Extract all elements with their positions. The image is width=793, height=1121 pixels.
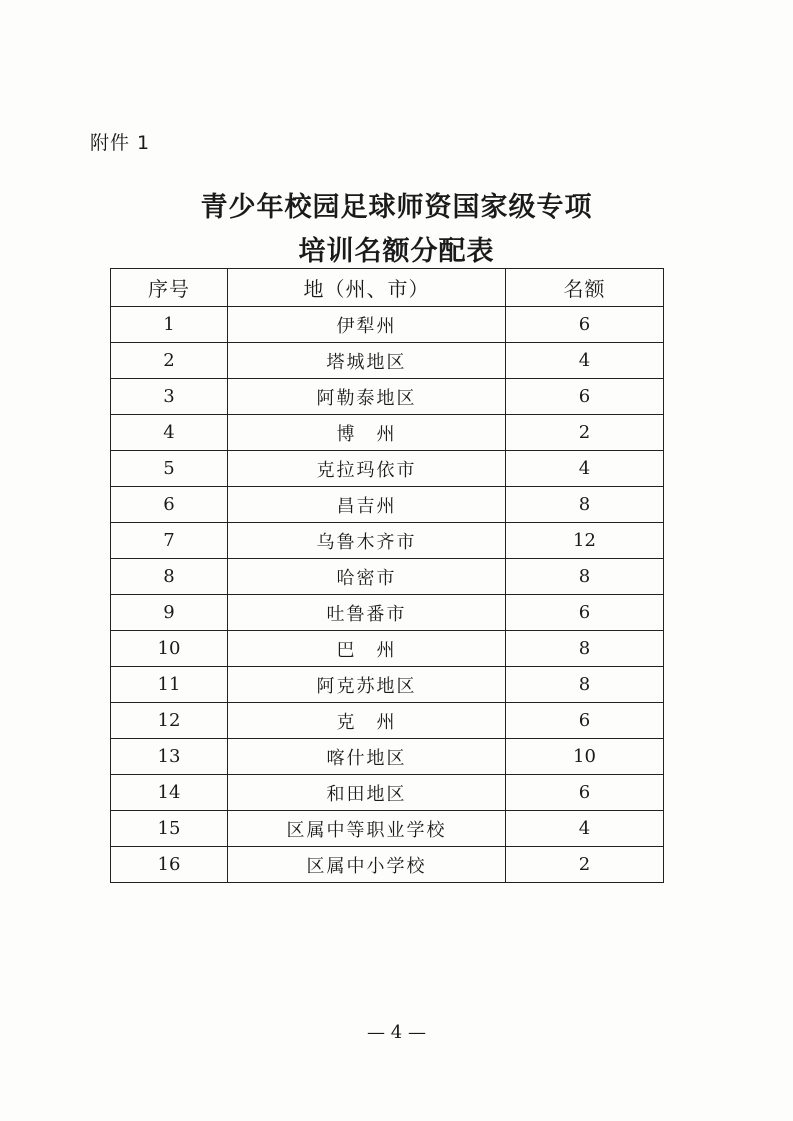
row-number: 7 xyxy=(111,523,228,559)
row-quota: 12 xyxy=(506,523,664,559)
row-quota: 6 xyxy=(506,307,664,343)
header-number: 序号 xyxy=(111,269,228,307)
row-quota: 8 xyxy=(506,667,664,703)
page-number: — 4 — xyxy=(367,1022,426,1043)
row-region: 伊犁州 xyxy=(228,307,506,343)
row-quota: 8 xyxy=(506,559,664,595)
row-region: 哈密市 xyxy=(228,559,506,595)
row-number: 12 xyxy=(111,703,228,739)
row-number: 14 xyxy=(111,775,228,811)
row-region: 塔城地区 xyxy=(228,343,506,379)
row-quota: 6 xyxy=(506,703,664,739)
table-row xyxy=(111,523,664,559)
row-region: 喀什地区 xyxy=(228,739,506,775)
row-region: 博 州 xyxy=(228,415,506,451)
row-quota: 6 xyxy=(506,775,664,811)
row-number: 8 xyxy=(111,559,228,595)
row-region: 阿勒泰地区 xyxy=(228,379,506,415)
row-number: 4 xyxy=(111,415,228,451)
table-row xyxy=(111,307,664,343)
row-quota: 4 xyxy=(506,343,664,379)
document-title-line-1: 青少年校园足球师资国家级专项 xyxy=(200,192,593,223)
row-quota: 10 xyxy=(506,739,664,775)
table-row xyxy=(111,847,664,883)
row-number: 2 xyxy=(111,343,228,379)
table-header-row xyxy=(111,269,664,307)
table-row xyxy=(111,811,664,847)
row-number: 10 xyxy=(111,631,228,667)
row-region: 吐鲁番市 xyxy=(228,595,506,631)
table-row xyxy=(111,451,664,487)
row-region: 昌吉州 xyxy=(228,487,506,523)
row-region: 巴 州 xyxy=(228,631,506,667)
row-region: 乌鲁木齐市 xyxy=(228,523,506,559)
quota-allocation-table xyxy=(110,268,664,883)
table-row xyxy=(111,379,664,415)
row-quota: 2 xyxy=(506,847,664,883)
row-quota: 6 xyxy=(506,379,664,415)
row-number: 15 xyxy=(111,811,228,847)
document-title-line-2: 培训名额分配表 xyxy=(298,236,495,267)
row-region: 区属中等职业学校 xyxy=(228,811,506,847)
row-region: 和田地区 xyxy=(228,775,506,811)
row-number: 11 xyxy=(111,667,228,703)
header-quota: 名额 xyxy=(506,269,664,307)
table-row xyxy=(111,487,664,523)
row-number: 9 xyxy=(111,595,228,631)
table-row xyxy=(111,343,664,379)
row-number: 1 xyxy=(111,307,228,343)
table-row xyxy=(111,703,664,739)
table-row xyxy=(111,595,664,631)
row-region: 克拉玛依市 xyxy=(228,451,506,487)
table-row xyxy=(111,739,664,775)
row-quota: 8 xyxy=(506,487,664,523)
row-number: 3 xyxy=(111,379,228,415)
row-quota: 6 xyxy=(506,595,664,631)
row-quota: 4 xyxy=(506,811,664,847)
row-quota: 2 xyxy=(506,415,664,451)
row-number: 13 xyxy=(111,739,228,775)
row-number: 6 xyxy=(111,487,228,523)
table-row xyxy=(111,415,664,451)
table-row xyxy=(111,667,664,703)
attachment-label: 附件 1 xyxy=(90,132,151,154)
row-region: 阿克苏地区 xyxy=(228,667,506,703)
table-row xyxy=(111,775,664,811)
table-row xyxy=(111,559,664,595)
row-region: 区属中小学校 xyxy=(228,847,506,883)
header-region: 地（州、市） xyxy=(228,269,506,307)
row-quota: 8 xyxy=(506,631,664,667)
row-number: 16 xyxy=(111,847,228,883)
row-region: 克 州 xyxy=(228,703,506,739)
row-quota: 4 xyxy=(506,451,664,487)
table-row xyxy=(111,631,664,667)
row-number: 5 xyxy=(111,451,228,487)
